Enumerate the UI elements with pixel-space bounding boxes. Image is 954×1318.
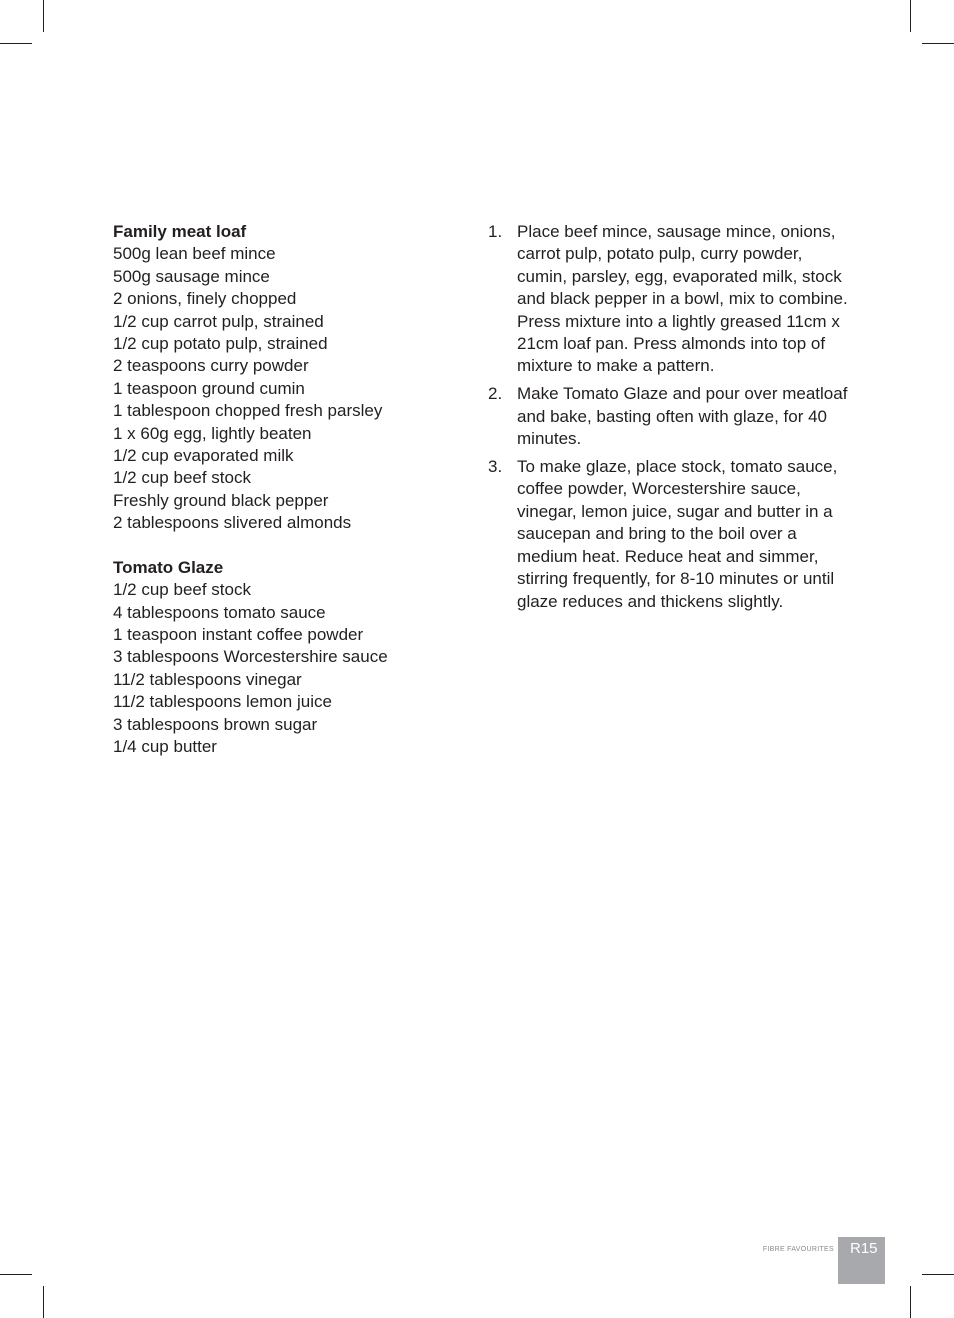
crop-mark-top-left-vertical xyxy=(43,0,44,32)
recipe-ingredient: 1 x 60g egg, lightly beaten xyxy=(113,423,312,443)
page-number-badge xyxy=(838,1237,885,1284)
recipe-ingredient: 1 tablespoon chopped fresh parsley xyxy=(113,401,383,421)
crop-mark-bottom-left-horizontal xyxy=(0,1274,32,1275)
recipe-ingredient: Freshly ground black pepper xyxy=(113,490,329,510)
recipe-ingredient: 2 onions, finely chopped xyxy=(113,289,297,309)
glaze-ingredient: 11/2 tablespoons lemon juice xyxy=(113,692,332,712)
crop-mark-top-left-horizontal xyxy=(0,43,32,44)
glaze-ingredient: 3 tablespoons brown sugar xyxy=(113,714,318,734)
step-text: Make Tomato Glaze and pour over meatloaf and bake, basting often with glaze, for 40 minutes. xyxy=(517,384,848,449)
ingredients-column xyxy=(113,221,433,758)
recipe-ingredient: 1/2 cup potato pulp, strained xyxy=(113,334,328,354)
recipe-ingredient: 1 teaspoon ground cumin xyxy=(113,378,305,398)
recipe-ingredient: 1/2 cup beef stock xyxy=(113,468,251,488)
glaze-title: Tomato Glaze xyxy=(113,557,224,577)
glaze-ingredient: 1 teaspoon instant coffee powder xyxy=(113,624,364,644)
glaze-ingredient: 11/2 tablespoons vinegar xyxy=(113,669,302,689)
method-step xyxy=(488,383,848,450)
section-spacer xyxy=(113,535,433,557)
crop-mark-bottom-left-vertical xyxy=(43,1286,44,1318)
recipe-ingredient: 500g lean beef mince xyxy=(113,244,276,264)
recipe-ingredient: 2 tablespoons slivered almonds xyxy=(113,513,352,533)
glaze-ingredient: 1/2 cup beef stock xyxy=(113,580,251,600)
recipe-ingredient: 500g sausage mince xyxy=(113,266,270,286)
step-number: 3. xyxy=(488,457,503,477)
page-number: R15 xyxy=(850,1240,878,1257)
recipe-ingredient: 2 teaspoons curry powder xyxy=(113,356,309,376)
step-text: To make glaze, place stock, tomato sauce, coffee powder, Worcestershire sauce, vinegar, lemon juice, sugar and butter in a saucepan and bring to the boil over a medium heat. Reduce heat and simmer, stirring frequently, for 8-10 minutes or until glaze reduces and thickens slightly. xyxy=(517,457,838,611)
method-step xyxy=(488,221,848,378)
method-column xyxy=(488,221,848,618)
crop-mark-bottom-right-vertical xyxy=(910,1286,911,1318)
recipe-ingredient: 1/2 cup evaporated milk xyxy=(113,446,294,466)
glaze-ingredient-list xyxy=(113,579,433,758)
method-step xyxy=(488,456,848,613)
glaze-ingredient: 4 tablespoons tomato sauce xyxy=(113,602,326,622)
crop-mark-top-right-vertical xyxy=(910,0,911,32)
recipe-title: Family meat loaf xyxy=(113,222,247,241)
glaze-ingredient: 3 tablespoons Worcestershire sauce xyxy=(113,647,388,667)
crop-mark-top-right-horizontal xyxy=(922,43,954,44)
crop-mark-bottom-right-horizontal xyxy=(922,1274,954,1275)
recipe-ingredient: 1/2 cup carrot pulp, strained xyxy=(113,311,324,331)
recipe-ingredient-list xyxy=(113,243,433,534)
glaze-ingredient: 1/4 cup butter xyxy=(113,736,217,756)
step-number: 1. xyxy=(488,222,503,241)
step-number: 2. xyxy=(488,384,503,404)
step-text: Place beef mince, sausage mince, onions, carrot pulp, potato pulp, curry powder, cumin, parsley, egg, evaporated milk, stock and black pepper in a bowl, mix to combine. Press mixture into a lightly greased 11cm x 21cm loaf pan. Press almonds into top of mixture to make a pattern. xyxy=(517,222,848,376)
section-label: FIBRE FAVOURITES xyxy=(762,1246,834,1253)
